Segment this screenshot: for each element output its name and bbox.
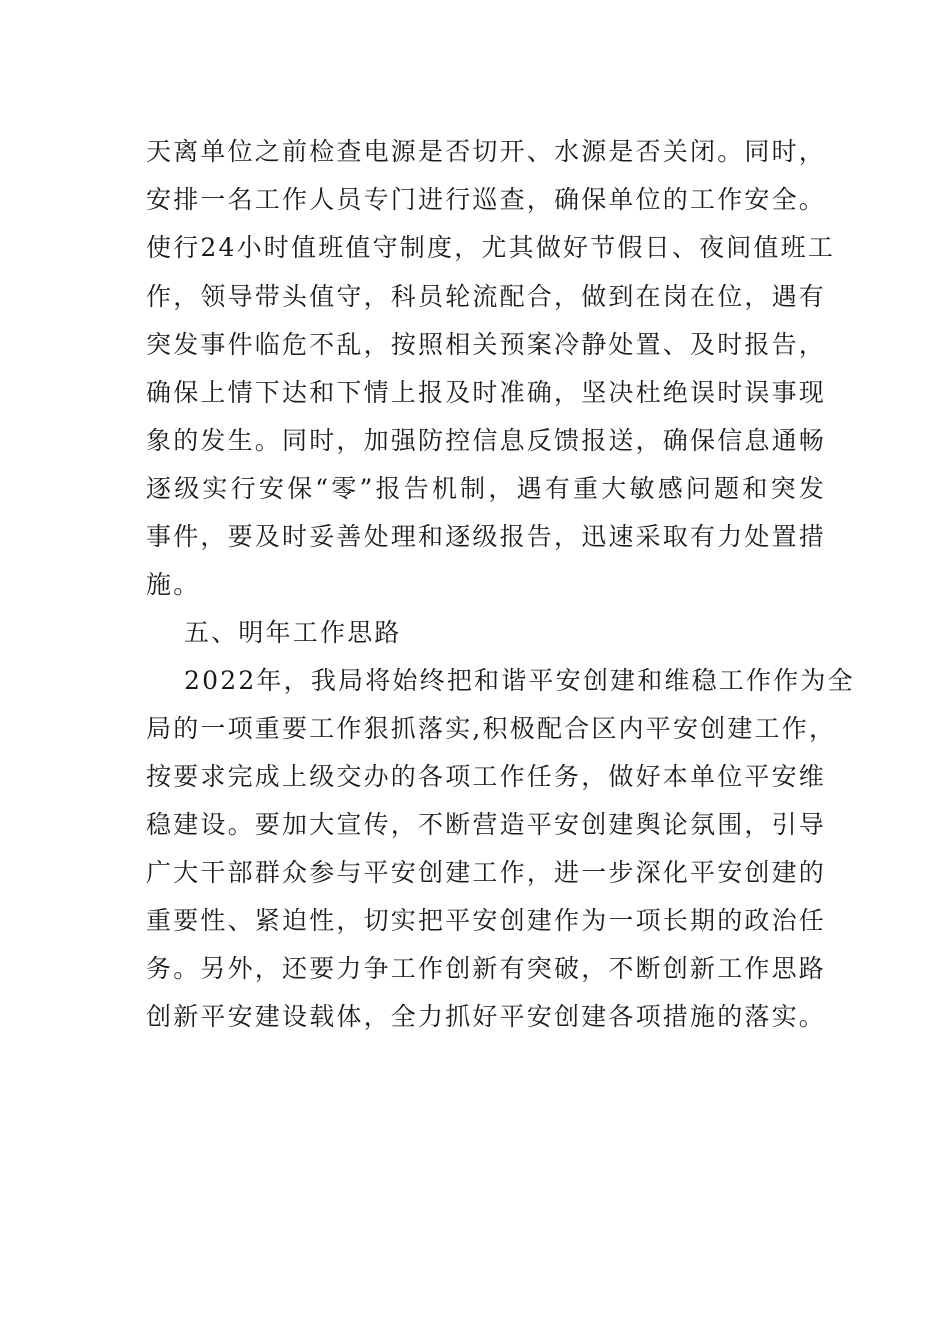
text-line: 务。另外，还要力争工作创新有突破，不断创新工作思路: [146, 954, 827, 983]
text-line: 作，领导带头值守，科员轮流配合，做到在岗在位，遇有: [146, 282, 827, 311]
text-line: 安排一名工作人员专门进行巡查，确保单位的工作安全。: [146, 185, 827, 214]
text-line: 使行24小时值班值守制度，尤其做好节假日、夜间值班工: [146, 233, 836, 262]
text-line: 重要性、紧迫性，切实把平安创建作为一项长期的政治任: [146, 906, 827, 935]
text-line: 确保上情下达和下情上报及时准确，坚决杜绝误时误事现: [146, 378, 827, 407]
text-line: 逐级实行安保“零”报告机制，遇有重大敏感问题和突发: [146, 474, 826, 503]
text-line: 天离单位之前检查电源是否切开、水源是否关闭。同时，: [146, 137, 827, 166]
text-line: 2022年，我局将始终把和谐平安创建和维稳工作作为全: [184, 666, 855, 695]
text-line: 事件，要及时妥善处理和逐级报告，迅速采取有力处置措: [146, 522, 827, 551]
text-line: 局的一项重要工作狠抓落实,积极配合区内平安创建工作，: [146, 714, 837, 743]
text-line: 创新平安建设载体，全力抓好平安创建各项措施的落实。: [146, 1002, 827, 1031]
text-line: 按要求完成上级交办的各项工作任务，做好本单位平安维: [146, 762, 827, 791]
text-line: 象的发生。同时，加强防控信息反馈报送，确保信息通畅: [146, 426, 827, 455]
text-line: 广大干部群众参与平安创建工作，进一步深化平安创建的: [146, 858, 827, 887]
text-line: 施。: [146, 570, 201, 599]
section-heading: 五、明年工作思路: [184, 618, 402, 647]
text-line: 突发事件临危不乱，按照相关预案冷静处置、及时报告，: [146, 330, 827, 359]
text-line: 稳建设。要加大宣传，不断营造平安创建舆论氛围，引导: [146, 810, 827, 839]
